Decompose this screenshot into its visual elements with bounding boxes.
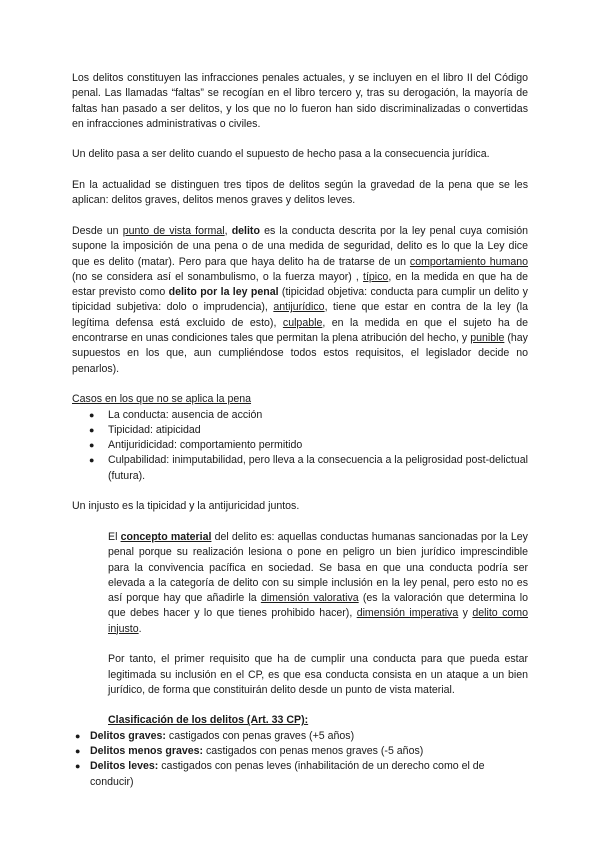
underlined-term: típico xyxy=(363,270,389,283)
paragraph-delitos-intro: Los delitos constituyen las infracciones penales actuales, y se incluyen en el libro II del Código penal. Las llamadas “faltas” se recogían en el libro tercero y, tras su derogación, la mayoría de faltas han pasado a ser delitos, y los que no lo fueron han sido discriminalizadas o convertidas en infracciones administrativas o civiles. xyxy=(72,72,528,130)
bullet-icon: ● xyxy=(75,746,81,757)
underlined-term: punible xyxy=(470,332,505,345)
list-item-text: Culpabilidad: inimputabilidad, pero lleva a la consecuencia a la peligrosidad post-delictual (futura). xyxy=(108,454,528,482)
bold-underlined-term: concepto material xyxy=(120,530,212,543)
bullet-icon: ● xyxy=(89,455,95,466)
underlined-term: dimensión valorativa xyxy=(260,592,359,605)
text-run: y xyxy=(458,607,473,620)
text-run: , en la medida en que el sujeto ha de encontrarse en unas condiciones tales que permitan la plena atribución del hecho, y xyxy=(72,316,528,345)
paragraph-tipos-delitos: En la actualidad se distinguen tres tipos de delitos según la gravedad de la pena que se les aplican: delitos graves, delitos menos graves y delitos leves. xyxy=(72,179,528,207)
text-run: Desde un xyxy=(72,224,123,237)
underlined-term: comportamiento humano xyxy=(409,255,529,268)
text-run: (tipicidad objetiva: conducta para cumplir un delito y tipicidad subjetiva: dolo o imprudencia), xyxy=(72,286,528,314)
list-item xyxy=(72,744,528,759)
bullet-icon: ● xyxy=(75,730,81,741)
underlined-term: punto de vista formal xyxy=(122,224,225,237)
underlined-term: culpable xyxy=(282,316,323,329)
list-item-text: castigados con penas menos graves (-5 años) xyxy=(203,745,424,758)
paragraph-injusto: Un injusto es la tipicidad y la antijuricidad juntos. xyxy=(72,500,300,513)
list-item xyxy=(72,423,528,438)
text-run: . xyxy=(138,622,142,635)
list-item xyxy=(72,438,528,453)
casos-heading: Casos en los que no se aplica la pena xyxy=(72,393,252,406)
list-item-text: castigados con penas leves (inhabilitación de un derecho como el de conducir) xyxy=(90,760,485,788)
underlined-term: antijurídico xyxy=(273,301,325,314)
casos-list xyxy=(72,408,528,484)
paragraph-concepto-material xyxy=(108,530,528,637)
list-item-text: Antijuridicidad: comportamiento permitido xyxy=(108,439,303,452)
list-item-text: Tipicidad: atipicidad xyxy=(108,423,201,436)
text-run: , tiene que estar en contra de la ley (la legítima defensa está excluido de esto), xyxy=(72,301,529,329)
bold-term: delito xyxy=(231,224,260,237)
underlined-term: dimensión imperativa xyxy=(356,607,459,620)
bold-term: delito por la ley penal xyxy=(168,286,279,299)
text-run: (no se considera así el sonambulismo, o la fuerza mayor) , xyxy=(72,270,363,283)
list-item-label: Delitos menos graves: xyxy=(90,745,204,758)
bullet-icon: ● xyxy=(89,440,95,451)
text-run: , xyxy=(224,224,232,237)
text-run: , en la medida en que ha de estar previsto como xyxy=(72,270,528,299)
list-item xyxy=(72,408,528,423)
text-run: (es la valoración que determina lo que debes hacer y lo que tienes prohibido hacer), xyxy=(108,592,528,620)
list-item-label: Delitos leves: xyxy=(90,760,159,773)
paragraph-primer-requisito: Por tanto, el primer requisito que ha de cumplir una conducta para que pueda estar legitimada su inclusión en el CP, es que esa conducta consista en un ataque a un bien jurídico, de forma que constituirán delito desde un punto de vista material. xyxy=(108,653,528,696)
list-item-text: La conducta: ausencia de acción xyxy=(108,408,263,421)
bullet-icon: ● xyxy=(89,409,95,420)
list-item xyxy=(72,453,528,484)
list-item xyxy=(72,729,528,744)
text-run: El xyxy=(108,530,121,543)
list-item-text: castigados con penas graves (+5 años) xyxy=(165,729,355,742)
clasificacion-heading: Clasificación de los delitos (Art. 33 CP): xyxy=(108,714,309,727)
bullet-icon: ● xyxy=(75,761,81,772)
document-body xyxy=(72,71,528,790)
list-item-label: Delitos graves: xyxy=(90,729,166,742)
underlined-term: delito como injusto xyxy=(108,607,528,635)
list-item xyxy=(72,759,528,790)
bullet-icon: ● xyxy=(89,424,95,435)
text-run: del delito es: aquellas conductas humanas sancionadas por la Ley penal porque su realización lesiona o pone en peligro un bien jurídico imprescindible para la convivencia pacífica en sociedad. Se basa en que una conducta podría ser elevada a la categoría de delito con su simple inclusión en la ley penal, pero esto no es así porque hay que añadirle la xyxy=(108,530,528,605)
paragraph-delito-definicion: Un delito pasa a ser delito cuando el supuesto de hecho pasa a la consecuencia jurídica. xyxy=(72,148,490,161)
clasificacion-list xyxy=(72,729,528,790)
text-run: es la conducta descrita por la ley penal cuya comisión supone la imposición de una pena o de una medida de seguridad, delito es lo que la Ley dice que es delito (matar). Pero para que haya delito ha de tratarse de un xyxy=(72,224,529,268)
text-run: (hay supuestos en los que, aun cumpliéndose todos estos requisitos, el legislador decide no penarlos). xyxy=(72,332,528,375)
paragraph-punto-vista-formal xyxy=(72,224,528,377)
